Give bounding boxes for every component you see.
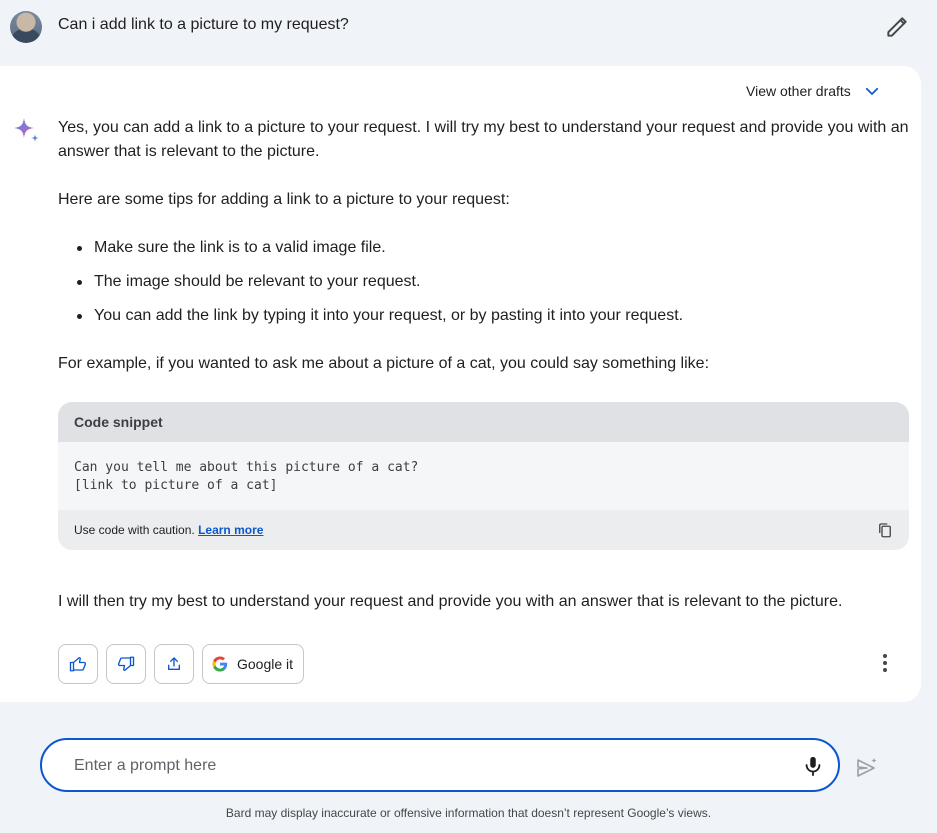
user-prompt-text: Can i add link to a picture to my request? [58,16,349,33]
list-item: Make sure the link is to a valid image file. [94,236,683,270]
google-logo-icon [211,655,229,673]
code-caution-text: Use code with caution. [74,523,195,537]
code-snippet-content[interactable]: Can you tell me about this picture of a cat? [link to picture of a cat] [74,460,419,493]
copy-icon[interactable] [876,521,894,539]
send-icon[interactable] [855,756,879,780]
thumbs-up-button[interactable] [58,644,98,684]
google-it-button[interactable] [202,644,304,684]
prompt-input[interactable] [72,752,776,780]
response-actions [58,644,304,684]
response-paragraph: Here are some tips for adding a link to a picture to your request: [58,191,510,208]
edit-prompt-button[interactable] [884,14,910,40]
share-button[interactable] [154,644,194,684]
list-item: You can add the link by typing it into your request, or by pasting it into your request. [94,304,683,338]
thumbs-down-button[interactable] [106,644,146,684]
response-paragraph: I will then try my best to understand your request and provide you with an answer that is relevant to the picture. [58,593,843,610]
response-paragraph: For example, if you wanted to ask me about a picture of a cat, you could say something like: [58,355,710,372]
tips-list [58,236,683,338]
google-it-label: Google it [237,656,294,672]
code-snippet-header: Code snippet [58,402,909,442]
mic-icon[interactable] [802,754,824,778]
disclaimer-text: Bard may display inaccurate or offensive information that doesn’t represent Google’s views. [225,806,712,820]
view-other-drafts-button[interactable] [746,82,881,100]
prompt-input-container [40,738,840,792]
more-vert-icon[interactable] [878,652,892,674]
thumbs-down-icon [117,655,135,673]
user-avatar [10,11,42,43]
edit-icon [884,14,910,40]
response-paragraph: Yes, you can add a link to a picture to your request. I will try my best to understand your request and provide you with an answer that is relevant to the picture. [58,119,909,160]
share-icon [166,656,182,672]
thumbs-up-icon [69,655,87,673]
code-snippet-footer [58,510,909,550]
user-prompt-row [0,0,937,56]
bard-sparkle-icon [12,116,42,146]
code-snippet-block [58,402,909,550]
view-drafts-label: View other drafts [746,83,851,99]
list-item: The image should be relevant to your request. [94,270,683,304]
response-card [0,66,921,702]
chevron-down-icon [863,82,881,100]
code-caution [74,523,263,537]
learn-more-link[interactable]: Learn more [198,523,264,537]
